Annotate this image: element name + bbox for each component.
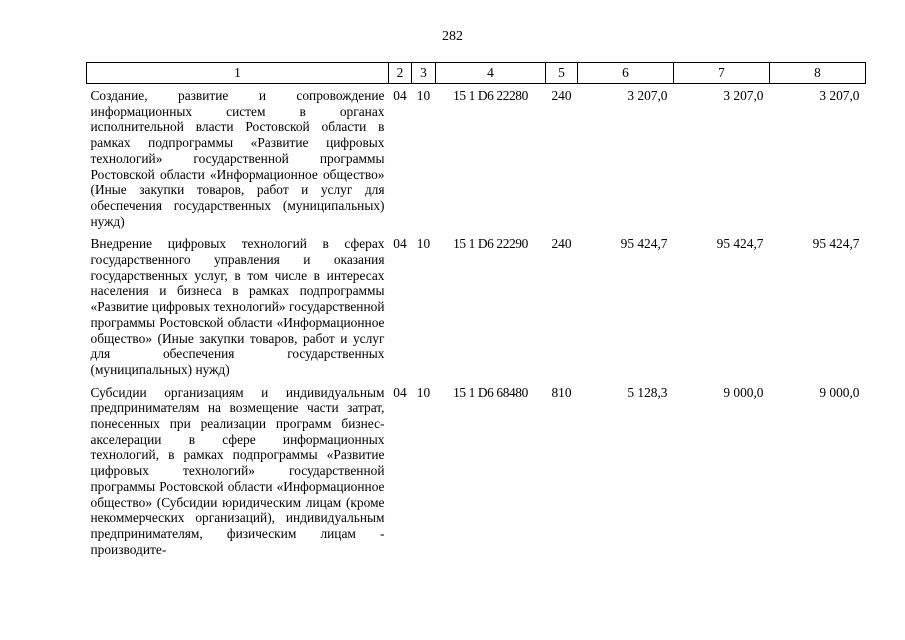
row-target-article: 15 1 D6 22290 <box>453 236 528 252</box>
row-amount-6: 5 128,3 <box>627 384 668 400</box>
row-expense-type: 240 <box>551 88 572 103</box>
table-row <box>87 385 866 565</box>
row-target-article: 15 1 D6 68480 <box>453 384 528 400</box>
row-expense-type: 240 <box>551 236 572 252</box>
row-section: 04 <box>393 88 407 103</box>
header-col-7: 7 <box>674 63 770 84</box>
row-amount-7: 95 424,7 <box>716 236 764 252</box>
header-col-4: 4 <box>436 63 546 84</box>
row-amount-8: 9 000,0 <box>819 384 860 400</box>
row-section: 04 <box>393 236 407 252</box>
row-expense-type: 810 <box>551 384 572 400</box>
row-amount-6: 3 207,0 <box>627 88 668 103</box>
table-row <box>87 84 866 237</box>
row-amount-6: 95 424,7 <box>620 236 668 252</box>
row-amount-8: 3 207,0 <box>819 88 860 103</box>
row-amount-7: 3 207,0 <box>723 88 764 103</box>
header-col-6: 6 <box>578 63 674 84</box>
row-section: 04 <box>393 384 407 400</box>
row-amount-8: 95 424,7 <box>812 236 860 252</box>
header-col-1: 1 <box>87 63 389 84</box>
header-col-3: 3 <box>412 63 436 84</box>
row-subsection: 10 <box>416 384 431 400</box>
header-row <box>87 63 866 84</box>
row-subsection: 10 <box>416 88 431 103</box>
row-amount-7: 9 000,0 <box>723 384 764 400</box>
row-target-article: 15 1 D6 22280 <box>453 88 528 103</box>
row-description: Субсидии организациям и индивидуальным предпринимателям на возмещение части затрат, понесенных при реализации программ бизнес-акселерации в сфере информационных технологий, в рамках подпрограммы «Развитие цифровых технологий» государственной программы Ростовской области «Информационное общество» (Субсидии юридическим лицам (кроме некоммерческих организаций), индивидуальным предпринимателям, физическим лицам - производите- <box>90 384 385 557</box>
row-description: Создание, развитие и сопровождение информационных систем в органах исполнительной власти Ростовской области в рамках подпрограммы «Развитие цифровых технологий» государственной программы Ростовской области «Информационное общество» (Иные закупки товаров, работ и услуг для обеспечения государственных (муниципальных) нужд) <box>90 88 385 229</box>
table-row <box>87 236 866 384</box>
row-subsection: 10 <box>416 236 431 252</box>
header-col-8: 8 <box>770 63 866 84</box>
budget-table <box>86 62 866 564</box>
header-col-5: 5 <box>546 63 578 84</box>
header-col-2: 2 <box>389 63 412 84</box>
page-number: 282 <box>442 29 463 44</box>
row-description: Внедрение цифровых технологий в сферах государственного управления и оказания государственных услуг, в том числе в интересах населения и бизнеса в рамках подпрограммы «Развитие цифровых технологий» государственной программы Ростовской области «Информационное общество» (Иные закупки товаров, работ и услуг для обеспечения государственных (муниципальных) нужд) <box>90 236 385 377</box>
